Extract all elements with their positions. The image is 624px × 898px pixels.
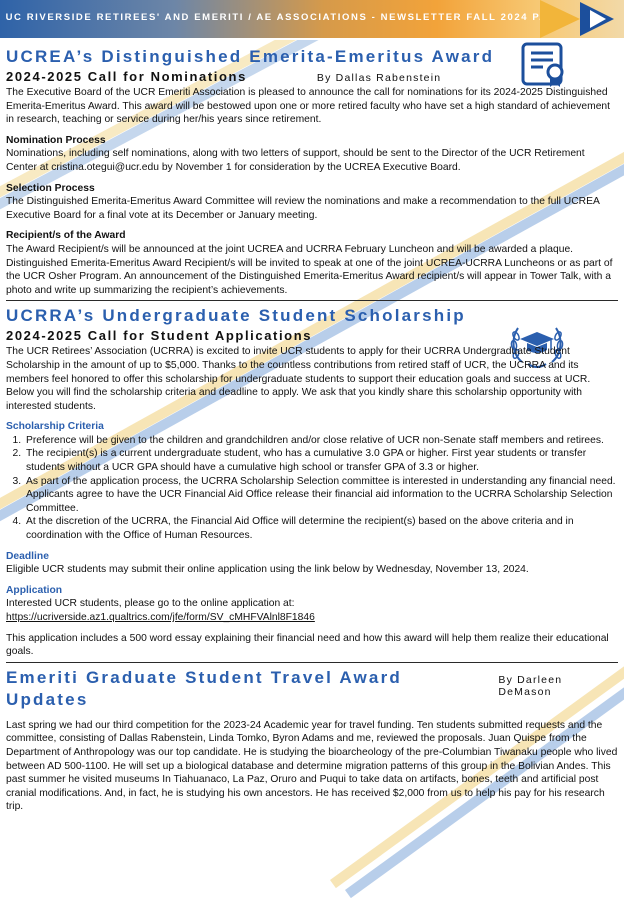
gold-chevron-icon	[540, 0, 580, 38]
section-title-scholarship: UCRRA’s Undergraduate Student Scholarship	[6, 306, 466, 326]
criteria-item: 3. As part of the application process, the UCRRA Scholarship Selection committee is interested in understanding any financial need. Applicants agree to have the UCR Financial Aid Office release their financial aid information to the UCRRA Scholarship Selection Committee.	[24, 475, 618, 516]
section-subtitle-award: 2024-2025 Call for Nominations	[6, 69, 247, 84]
scholarship-intro: The UCR Retirees’ Association (UCRRA) is excited to invite UCR students to apply for their UCRRA Undergraduate Student Scholarship in the amount of up to $5,000. Thanks to the countless contributions from retired staff of UCR, the UCRRA and its members feel honored to offer this scholarship for undergraduate students to support their education goals and success at UCR. Below you will find the scholarship criteria and deadline to apply. We ask that you kindly share this scholarship opportunity with interested students.	[6, 346, 591, 412]
criteria-item: 1. Preference will be given to the children and grandchildren and/or close relative of UCR non-Senate staff members and retirees.	[24, 434, 618, 448]
application-link[interactable]: https://ucriverside.az1.qualtrics.com/jfe/form/SV_cMHFVAlnl8F1846	[6, 612, 315, 623]
section-title-travel: Emeriti Graduate Student Travel Award Updates	[6, 667, 402, 709]
newsletter-header	[0, 0, 624, 40]
selection-text: The Distinguished Emerita-Emeritus Award Committee will review the nominations and make a recommendation to the full UCREA Executive Board for a final vote at its December or January meeting.	[6, 196, 600, 221]
byline-award: By Dallas Rabenstein	[316, 72, 442, 84]
newsletter-page	[6, 46, 618, 814]
travel-body: Last spring we had our third competition for the 2023-24 Academic year for travel funding. Ten students submitted requests and the committee, consisting of Dallas Rabenstein, Linda Tomko, Byron Adams and me, reviewed the proposals. Juan Quispe from the Department of Anthropology was our top candidate. He is studying the bioarcheology of the pre-Columbian Tiwanaku people who lived between AD 500-1100. He will set up a biological database and determine migration patterns of this group in the Bolivian Andes. This past summer he visited museums In Tiahuanaco, La Paz, Oruro and Puqui to take data on artifacts, bones, teeth and artificial post cranial modifications. And, in fact, he is studying his own ancestors. He has received $2,000 from us to help his pay for his research trip.	[6, 719, 618, 813]
selection-heading: Selection Process	[6, 182, 95, 194]
criteria-list	[6, 434, 618, 543]
essay-text: This application includes a 500 word essay explaining their financial need and how this award will help them realize their educational goals.	[6, 632, 609, 658]
application-text: Interested UCR students, please go to the online application at:	[6, 598, 295, 610]
section-title-award: UCREA’s Distinguished Emerita-Emeritus Award	[6, 47, 495, 66]
nomination-heading: Nomination Process	[6, 134, 106, 146]
application-heading: Application	[6, 584, 63, 596]
section-divider	[6, 662, 618, 663]
subtitle-row-award	[6, 68, 618, 86]
section-divider	[6, 300, 618, 301]
award-intro: The Executive Board of the UCR Emeriti Association is pleased to announce the call for nominations for its 2024-2025 Distinguished Emerita-Emeritus Award. This award will be bestowed upon one or more retired faculty who have set a high standard of achievement in research, teaching or service during her/his years since retirement.	[6, 87, 611, 126]
section-subtitle-scholarship: 2024-2025 Call for Student Applications	[6, 328, 313, 344]
title-row-travel	[6, 667, 618, 711]
recipient-text: The Award Recipient/s will be announced at the joint UCREA and UCRRA February Luncheon and will be awarded a plaque. Distinguished Emerita-Emeritus Award Recipient/s will be invited to speak at one of the joint UCREA-UCRRA Luncheons or as part of the UCR Osher Program. An announcement of the Distinguished Emerita-Emeritus Award recipient/s will appear in Tower Talk, with a photo and write up summarizing the recipient’s achievements.	[6, 243, 613, 296]
criteria-item: 4. At the discretion of the UCRRA, the Financial Aid Office will determine the recipient(s) based on the above criteria and in coordination with the Office of Human Resources.	[24, 515, 618, 542]
byline-travel: By Darleen DeMason	[498, 673, 563, 698]
chevron-cutout	[590, 10, 606, 28]
criteria-item: 2. The recipient(s) is a current undergraduate student, who has a cumulative 3.0 GPA or higher. First year students or transfer students without a UCR GPA should have a cumulative high school or transfer GPA of 3.3 or higher.	[24, 447, 618, 474]
deadline-heading: Deadline	[6, 550, 49, 562]
deadline-text: Eligible UCR students may submit their online application using the link below by Wednesday, November 13, 2024.	[6, 564, 529, 576]
criteria-heading: Scholarship Criteria	[6, 421, 104, 433]
header-text: UC RIVERSIDE RETIREES' AND EMERITI / AE ASSOCIATIONS - NEWSLETTER FALL 2024 P. 7	[5, 12, 555, 23]
recipient-heading: Recipient/s of the Award	[6, 230, 126, 242]
nomination-text: Nominations, including self nominations, along with two letters of support, should be sent to the Director of the UCR Retirement Center at cristina.otegui@ucr.edu by November 1 for consideration by the UCREA Executive Board.	[6, 148, 585, 173]
